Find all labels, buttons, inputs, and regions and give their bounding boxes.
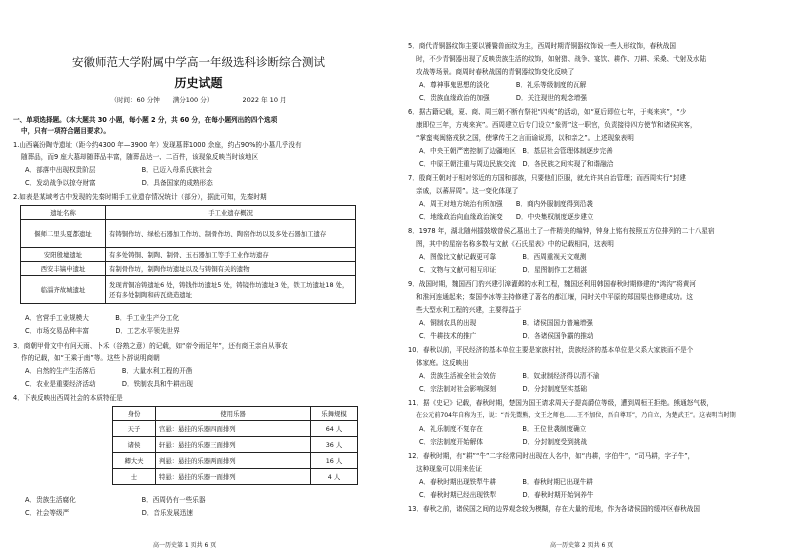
table-header: 遗址名称 (21, 206, 106, 220)
table-cell: 诸侯 (113, 437, 156, 453)
table-row (113, 469, 358, 485)
table-cell: 特悬：悬挂的乐器一面排列 (156, 469, 311, 485)
option-line: C．宗法制对社会影响深刻 D．分封制度坚实基础 (419, 385, 587, 393)
table-row (21, 262, 356, 276)
option-line: A．官营手工业规模大 B．手工业生产分工化 (25, 314, 180, 322)
table-cell: 有制骨作坊，制陶作坊遗址以及与铸铜有关的遗物 (106, 262, 356, 276)
table-row (21, 220, 356, 248)
option-line: A．周王对地方统治有所加强 B．商内外服制度得到沿袭 (419, 200, 593, 208)
table-cell: 偃师二里头夏都遗址 (21, 220, 106, 248)
table-header: 身份 (113, 407, 156, 421)
option-line: C．牛耕技术的推广 D．各诸侯国争霸的推动 (419, 332, 594, 340)
question-line: 4．下表反映出西周社会的本质特征是 (13, 394, 123, 402)
option-line: A．中央王朝严密控制了边疆地区 B．基层社会管理体制逐步完善 (419, 147, 613, 155)
option-line: C．贵族血缘政治的加强 D．关注现世的观念增强 (419, 94, 587, 102)
option-line: A．贵族生活腐化 B．西周仍有一些乐器 (25, 496, 206, 504)
table-handicraft (20, 205, 356, 304)
table-cell: 西安丰镐申遗址 (21, 262, 106, 276)
table-cell: 36 人 (311, 437, 358, 453)
option-line: A．铜制农具的出现 B．诸侯国国力普遍增强 (419, 319, 593, 327)
exam-meta: （时间：60 分钟 满分100 分） 2022 年 10 月 (110, 96, 287, 104)
table-cell: 16 人 (311, 453, 358, 469)
question-line: 2.如表是某域考古中发现的先秦时期手工业遗存情况统计（部分），据此可知，先秦时期 (13, 193, 267, 201)
option-line: C．社会等级严 D．音乐发展迅速 (25, 509, 193, 517)
question-line: 作的记载，如“王乘于南”等。这些卜辞说明商朝 (21, 354, 160, 362)
table-header: 乐舞规模 (311, 407, 358, 421)
option-line: A．贵族生活被全社会效仿 B．奴隶制经济得以清不渝 (419, 372, 600, 380)
table-header: 手工业遗存概况 (106, 206, 356, 220)
question-line: 时，不少青铜器出现了反映贵族生活的纹饰，如射猎、战争、宴饮、耕作、刀耕、采桑、弋射及水陆 (416, 55, 707, 63)
question-line: 3．商朝甲骨文中有问天雨、卜禾（谷熟之意）的记载，如“帝令雨足年”，还有商王亲自从事农 (13, 342, 288, 350)
question-line: “掌蛮夷闽貉戎狄之国，使掌传王之言而谕说焉，以和亲之”。上述现象表明 (416, 134, 634, 142)
question-line: 6．据古籍记载，夏、商、周三朝不断有祭祀“四夷”的活动，如“夏后即位七年，于夷来宾”，“少 (408, 108, 687, 116)
option-line: A．自然的生产生活落后 B．大量水利工程的开凿 (25, 367, 193, 375)
question-line: 些大型水利工程的兴建，主要得益于 (416, 306, 522, 314)
question-line: 1.山西襄汾陶寺遗址（距今约4300 年—3900 年）发现墓葬1000 余座，约占90%的小墓几乎没有 (13, 141, 302, 149)
table-row (21, 276, 356, 304)
table-cell: 有铸铜作坊、绿松石器加工作坊、制骨作坊、陶窑作坊以及多处石器加工遗存 (106, 220, 356, 248)
question-line: 11．据《史记》记载，春秋时期，楚国为国王请求周天子提高爵位等级，遭到周桓王拒绝。熊通怒气极， (408, 399, 714, 407)
table-row (113, 437, 358, 453)
question-line: 12．春秋时期，有“耕”“牛”二字经常同时出现在人名中，如“冉耕，字伯牛”，“司马耕，字子牛”， (408, 452, 695, 460)
question-line: 体家庭。这反映出 (416, 359, 469, 367)
question-line: 随葬品，而9 座大墓却随葬品丰富，随葬品达一、二百件，该现象反映当时该地区 (21, 153, 259, 161)
option-line: C．市场交易品种丰富 D．工艺水平领先世界 (25, 327, 180, 335)
table-header: 使用乐器 (156, 407, 311, 421)
question-line: 10．春秋以前，平民经济的基本单位主要是家族村社，贵族经济的基本单位是父系大家族而不是个 (408, 346, 694, 354)
table-cell: 判悬：悬挂的乐器两面排列 (156, 453, 311, 469)
question-line: 亲戚，以蕃屏周”。这一变化体现了 (416, 187, 519, 195)
table-music-ritual (112, 406, 358, 485)
question-line: 8．1978 年，湖北随州擂鼓墩曾侯乙墓出土了一件精美的编钟，钟身上铭有按照五方位排列的二十八星宿 (408, 227, 715, 235)
table-cell: 有多处铸铜、制陶、制骨、玉石器加工等手工业作坊遗存 (106, 248, 356, 262)
question-line: 攻战等场景。商周时春秋战国的青铜器纹饰变化反映了 (416, 68, 575, 76)
page-footer: 高一历史第 1 页共 6 页 (153, 542, 217, 549)
question-line: 9．战国时期，魏国西门豹兴建引漳灌邺的水利工程，魏国还利用韩国春秋时期修建的“鸿沟”将黄河 (408, 280, 696, 288)
table-cell: 宫悬：悬挂的乐器四面排列 (156, 421, 311, 437)
table-cell: 士 (113, 469, 156, 485)
question-line: 这种现象可以用来佐证 (416, 465, 482, 473)
section-heading: 一、单项选择题。（本大题共 30 小题，每小题 2 分，共 60 分，在每小题列出的四个选项 (13, 116, 278, 124)
option-line: C．地缘政治向血缘政治演变 D．中央集权制度逐步建立 (419, 213, 594, 221)
question-line: 13．春秋之前，诸侯国之间的边界观念较为模糊，存在大量的荒地，作为各诸侯国的缓冲区春秋战国 (408, 505, 700, 513)
option-line: A．尊神事鬼思想的淡化 B．礼乐等级制度的瓦解 (419, 81, 587, 89)
table-row (113, 421, 358, 437)
table-cell: 64 人 (311, 421, 358, 437)
option-line: C．农业是重要经济活动 D．铁制农具和牛耕出现 (25, 380, 193, 388)
question-line: 康即位三年，方夷来宾”。西周建立后专门设立“象胥”这一职官，负责接待四方使节和诸侯宾客， (416, 121, 697, 129)
page-footer: 高一历史第 2 页共 6 页 (550, 542, 614, 549)
question-line: 图，其中的星宿名称多数与文献《石氏星表》中的记载相同，这表明 (416, 240, 614, 248)
section-heading-cont: 中，只有一项符合题目要求）。 (21, 127, 111, 135)
question-line: 7．殷商王朝对于相对邻近的方国和部族，只要他们臣服，就允许其自治管理；而西周实行“封建 (408, 174, 686, 182)
option-line: C．发动战争以掠夺财富 D．具备国家的成熟形态 (25, 179, 213, 187)
option-line: A．春秋时期出现铁犁牛耕 B．春秋时期已出现牛耕 (419, 478, 593, 486)
question-line: 和淮河连通起来；秦国李冰等主持修建了著名的都江堰，同时关中平原的郑国渠也修建成功。这 (416, 293, 693, 301)
question-line: 在公元前704年自称为王，说：“吾先鬻熊，文王之师也……王不加位，吾自尊耳”，乃自立，为楚武王”。这表明当时期 (416, 412, 736, 419)
table-cell: 天子 (113, 421, 156, 437)
option-line: A．部落中出现权贵阶层 B．已迈入母系氏族社会 (25, 166, 213, 174)
option-line: C．宗法制度开始解体 D．分封制度受到挑战 (419, 438, 587, 446)
exam-title: 安徽师范大学附属中学高一年级选科诊断综合测试 (72, 55, 325, 69)
table-cell: 卿大夫 (113, 453, 156, 469)
option-line: A．图像比文献记载更可靠 B．西周重视天文观测 (419, 253, 587, 261)
table-row (21, 248, 356, 262)
table-cell: 安阳殷墟遗址 (21, 248, 106, 262)
exam-subtitle: 历史试题 (174, 76, 223, 90)
question-line: 5．商代青铜器纹饰主要以饕餮兽面纹为主，西周时期青铜器纹饰说一些人形纹饰，春秋战国 (408, 42, 676, 50)
table-cell: 临淄齐故城遗址 (21, 276, 106, 304)
option-line: C．文物与文献可相互印证 D．星图制作工艺精湛 (419, 266, 587, 274)
table-row (113, 453, 358, 469)
table-cell: 发现青铜冶铸遗址6 处，铸钱作坊遗址5 处，铸镜作坊遗址3 处，铁工坊遗址18 处，还有多处制陶和砖瓦烧造遗址 (106, 276, 356, 304)
option-line: C．中原王朝注重与周边民族交流 D．各民族之间实现了和谐融洽 (419, 160, 614, 168)
table-cell: 4 人 (311, 469, 358, 485)
page-right (397, 0, 794, 556)
option-line: A．礼乐制度不复存在 B．王位世袭制度确立 (419, 425, 587, 433)
option-line: C．春秋时期已经出现铁犁 D．春秋时期开始饲养牛 (419, 491, 594, 499)
table-cell: 轩悬：悬挂的乐器三面排列 (156, 437, 311, 453)
